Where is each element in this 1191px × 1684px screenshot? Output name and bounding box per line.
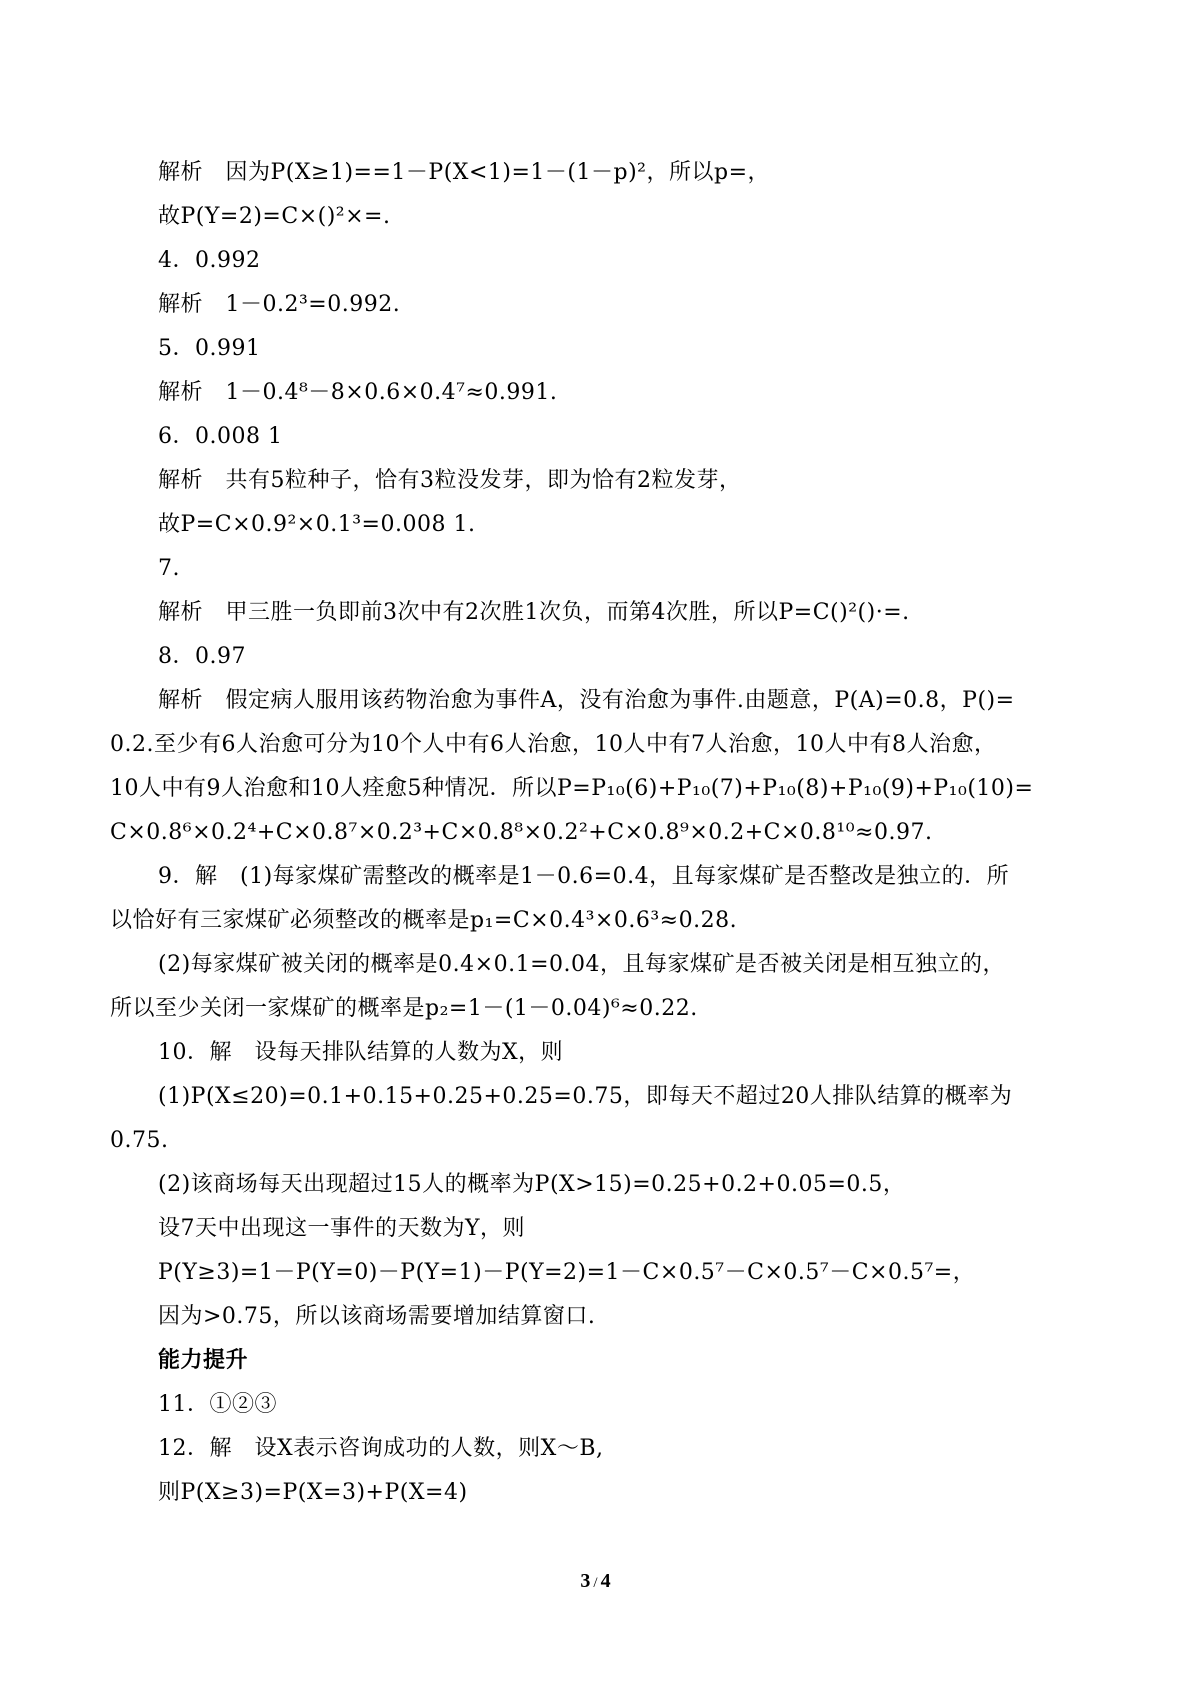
page-separator: / (593, 1575, 598, 1591)
text-line: 7. (158, 556, 180, 581)
text-line: 5．0.991 (158, 336, 261, 361)
text-line: 故P=C×0.9²×0.1³=0.008 1. (158, 512, 476, 537)
text-line: (1)P(X≤20)=0.1+0.15+0.25+0.25=0.75，即每天不超过20人排队结算的概率为 (158, 1084, 1013, 1109)
text-line: C×0.8⁶×0.2⁴+C×0.8⁷×0.2³+C×0.8⁸×0.2²+C×0.8⁹×0.2+C×0.8¹⁰≈0.97. (110, 820, 933, 845)
text-line: 则P(X≥3)=P(X=3)+P(X=4) (158, 1480, 468, 1505)
text-line: 解析 1－0.2³=0.992. (158, 292, 401, 317)
text-line: 8．0.97 (158, 644, 246, 669)
text-line: 解析 假定病人服用该药物治愈为事件A，没有治愈为事件.由题意，P(A)=0.8，P()= (158, 688, 1015, 713)
page-number (0, 1570, 1191, 1593)
total-pages: 4 (600, 1570, 611, 1592)
text-line: 解析 共有5粒种子，恰有3粒没发芽，即为恰有2粒发芽， (158, 468, 742, 493)
text-line: 10人中有9人治愈和10人痊愈5种情况．所以P=P₁₀(6)+P₁₀(7)+P₁₀(8)+P₁₀(9)+P₁₀(10)= (110, 776, 1034, 801)
text-line: 设7天中出现这一事件的天数为Y，则 (158, 1216, 526, 1241)
text-line: 所以至少关闭一家煤矿的概率是p₂=1－(1－0.04)⁶≈0.22. (110, 996, 698, 1021)
section-heading: 能力提升 (158, 1348, 249, 1373)
text-line: 9．解 (1)每家煤矿需整改的概率是1－0.6=0.4，且每家煤矿是否整改是独立的．所 (158, 864, 1010, 889)
text-line: 解析 甲三胜一负即前3次中有2次胜1次负，而第4次胜，所以P=C()²()·=. (158, 600, 910, 625)
text-line: 故P(Y=2)=C×()²×=. (158, 204, 391, 229)
text-line: 解析 因为P(X≥1)==1－P(X<1)=1－(1－p)²，所以p=， (158, 160, 771, 185)
text-line: P(Y≥3)=1－P(Y=0)－P(Y=1)－P(Y=2)=1－C×0.5⁷－C×0.5⁷－C×0.5⁷=， (158, 1260, 976, 1285)
text-line: 6．0.008 1 (158, 424, 283, 449)
text-line: 0.2.至少有6人治愈可分为10个人中有6人治愈，10人中有7人治愈，10人中有8人治愈， (110, 732, 997, 757)
text-line: 因为>0.75，所以该商场需要增加结算窗口. (158, 1304, 596, 1329)
text-line: 0.75. (110, 1128, 169, 1153)
text-line: 以恰好有三家煤矿必须整改的概率是p₁=C×0.4³×0.6³≈0.28. (110, 908, 738, 933)
current-page: 3 (580, 1570, 591, 1592)
text-line: (2)该商场每天出现超过15人的概率为P(X>15)=0.25+0.2+0.05=0.5， (158, 1172, 906, 1197)
text-line: (2)每家煤矿被关闭的概率是0.4×0.1=0.04，且每家煤矿是否被关闭是相互独立的， (158, 952, 1005, 977)
text-line: 10．解 设每天排队结算的人数为X，则 (158, 1040, 564, 1065)
text-line: 11．①②③ (158, 1392, 277, 1417)
text-line: 12．解 设X表示咨询成功的人数，则X～B, (158, 1436, 604, 1461)
text-line: 4．0.992 (158, 248, 261, 273)
text-line: 解析 1－0.4⁸－8×0.6×0.4⁷≈0.991. (158, 380, 558, 405)
